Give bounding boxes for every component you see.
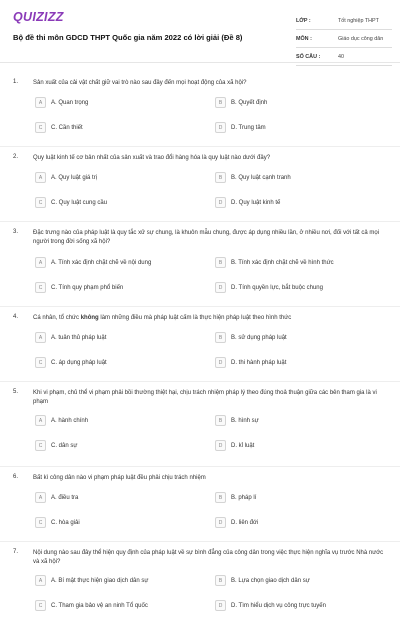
- option-letter: A: [35, 415, 46, 426]
- question-item: [0, 307, 400, 382]
- option-b[interactable]: [215, 172, 291, 183]
- option-text: D. Tìm hiểu dịch vụ công trực tuyến: [231, 602, 326, 609]
- question-text: Sản xuất của cải vật chất giữ vai trò nào sau đây đến mọi hoạt động của xã hội?: [33, 80, 247, 86]
- question-item: [0, 72, 400, 147]
- question-item: [0, 542, 400, 627]
- question-item: [0, 222, 400, 307]
- option-text: D. kỉ luật: [231, 442, 255, 449]
- quizizz-logo: [13, 10, 64, 24]
- option-letter: D: [215, 440, 226, 451]
- option-letter: C: [35, 122, 46, 133]
- option-text: A. Tính xác định chặt chẽ về nội dung: [51, 259, 152, 266]
- option-text: A. Quan trọng: [51, 99, 89, 106]
- question-text: Khi vi phạm, chủ thể vi phạm phải bồi thường thiệt hại, chịu trách nhiệm pháp lý theo đúng thoả thuận giữa các bên tham gia là vi phạm: [33, 390, 377, 405]
- option-c[interactable]: [35, 517, 80, 528]
- option-a[interactable]: [35, 257, 151, 268]
- question-text: [33, 314, 388, 323]
- option-text: B. Tính xác định chặt chẽ về hình thức: [231, 259, 334, 266]
- option-c[interactable]: [35, 197, 107, 208]
- meta-label: LỚP :: [296, 17, 311, 24]
- meta-row-count: [296, 48, 392, 66]
- option-d[interactable]: [215, 122, 266, 133]
- option-letter: C: [35, 440, 46, 451]
- option-text: A. tuân thủ pháp luật: [51, 334, 107, 341]
- meta-label: MÔN :: [296, 35, 312, 42]
- option-letter: C: [35, 282, 46, 293]
- header-divider: [0, 62, 400, 63]
- option-c[interactable]: [35, 282, 123, 293]
- option-text: B. Lựa chọn giao dịch dân sự: [231, 577, 310, 584]
- option-a[interactable]: [35, 492, 78, 503]
- option-letter: A: [35, 172, 46, 183]
- option-text: C. dân sự: [51, 442, 78, 449]
- option-letter: B: [215, 575, 226, 586]
- question-number: 2.: [13, 154, 19, 160]
- option-letter: C: [35, 600, 46, 611]
- question-text-part: làm những điều mà pháp luật cấm là thực hiện pháp luật theo hình thức: [98, 315, 292, 321]
- option-letter: B: [215, 332, 226, 343]
- meta-row-grade: [296, 12, 392, 30]
- option-text: D. thi hành pháp luật: [231, 359, 287, 366]
- option-b[interactable]: [215, 257, 334, 268]
- option-letter: C: [35, 357, 46, 368]
- question-number: 1.: [13, 79, 19, 85]
- option-letter: B: [215, 415, 226, 426]
- option-text: C. Quy luật cung cầu: [51, 199, 108, 206]
- option-c[interactable]: [35, 357, 107, 368]
- question-number: 7.: [13, 549, 19, 555]
- option-letter: A: [35, 257, 46, 268]
- option-text: A. Quy luật giá trị: [51, 174, 98, 181]
- option-letter: C: [35, 517, 46, 528]
- meta-value: Tốt nghiệp THPT: [338, 17, 379, 24]
- option-d[interactable]: [215, 517, 258, 528]
- option-text: C. áp dụng pháp luật: [51, 359, 107, 366]
- header: [0, 0, 400, 58]
- option-letter: D: [215, 517, 226, 528]
- option-text: A. Bí mật thực hiện giao dịch dân sự: [51, 577, 149, 584]
- option-letter: C: [35, 197, 46, 208]
- question-number: 4.: [13, 314, 19, 320]
- option-b[interactable]: [215, 332, 287, 343]
- option-text: C. Cần thiết: [51, 124, 83, 131]
- option-text: D. Quy luật kinh tế: [231, 199, 281, 206]
- question-text: Đặc trưng nào của pháp luật là quy tắc xử sự chung, là khuôn mẫu chung, được áp dụng nhiều lần, ở nhiều nơi, đối với tất cả mọi người trong đời sống xã hội?: [33, 230, 380, 245]
- option-d[interactable]: [215, 600, 326, 611]
- option-text: D. Trung tâm: [231, 124, 266, 131]
- meta-row-subject: [296, 30, 392, 48]
- option-d[interactable]: [215, 282, 323, 293]
- option-c[interactable]: [35, 122, 83, 133]
- logo-text: QUIZIZZ: [13, 10, 64, 24]
- question-text: Quy luật kinh tế cơ bản nhất của sản xuất và trao đổi hàng hóa là quy luật nào dưới đây?: [33, 155, 271, 161]
- option-a[interactable]: [35, 97, 88, 108]
- meta-label: SỐ CÂU :: [296, 53, 321, 60]
- option-text: D. Tính quyền lực, bắt buộc chung: [231, 284, 323, 291]
- option-d[interactable]: [215, 440, 254, 451]
- option-text: A. hành chính: [51, 417, 89, 424]
- question-text-part: Cá nhân, tổ chức: [33, 315, 81, 321]
- question-text: Nội dung nào sau đây thể hiện quy định của pháp luật về sự bình đẳng của công dân trong việc thực hiện nghĩa vụ trước Nhà nước và xã hội?: [33, 550, 384, 565]
- question-number: 5.: [13, 389, 19, 395]
- option-d[interactable]: [215, 357, 286, 368]
- option-b[interactable]: [215, 415, 259, 426]
- question-text-emphasis: không: [80, 315, 99, 321]
- option-letter: D: [215, 357, 226, 368]
- question-item: [0, 467, 400, 542]
- option-text: C. Tham gia bảo vệ an ninh Tổ quốc: [51, 602, 148, 609]
- option-text: B. hình sự: [231, 417, 259, 424]
- option-text: C. hòa giải: [51, 519, 80, 526]
- option-letter: D: [215, 600, 226, 611]
- option-c[interactable]: [35, 600, 148, 611]
- question-item: [0, 382, 400, 467]
- option-letter: B: [215, 257, 226, 268]
- question-text: Bất kì công dân nào vi phạm pháp luật đều phải chịu trách nhiệm: [33, 475, 206, 481]
- option-d[interactable]: [215, 197, 280, 208]
- option-letter: D: [215, 122, 226, 133]
- option-letter: B: [215, 172, 226, 183]
- option-text: A. điều tra: [51, 494, 79, 501]
- option-a[interactable]: [35, 415, 88, 426]
- option-c[interactable]: [35, 440, 77, 451]
- meta-table: [296, 12, 392, 66]
- option-text: B. sử dụng pháp luật: [231, 334, 287, 341]
- option-letter: B: [215, 492, 226, 503]
- document-title: Bộ đề thi môn GDCD THPT Quốc gia năm 2022 có lời giải (Đề 8): [13, 33, 243, 42]
- question-number: 6.: [13, 474, 19, 480]
- option-text: B. Quyết định: [231, 99, 268, 106]
- option-letter: B: [215, 97, 226, 108]
- option-letter: A: [35, 332, 46, 343]
- option-text: B. pháp lí: [231, 494, 257, 501]
- option-a[interactable]: [35, 172, 97, 183]
- option-b[interactable]: [215, 492, 256, 503]
- option-b[interactable]: [215, 575, 310, 586]
- meta-value: 40: [338, 53, 344, 60]
- option-text: B. Quy luật cạnh tranh: [231, 174, 291, 181]
- option-a[interactable]: [35, 575, 148, 586]
- meta-value: Giáo dục công dân: [338, 35, 384, 42]
- option-letter: A: [35, 575, 46, 586]
- option-letter: A: [35, 97, 46, 108]
- question-number: 3.: [13, 229, 19, 235]
- option-letter: D: [215, 282, 226, 293]
- question-list: [0, 72, 400, 627]
- option-a[interactable]: [35, 332, 106, 343]
- option-letter: A: [35, 492, 46, 503]
- option-letter: D: [215, 197, 226, 208]
- option-b[interactable]: [215, 97, 267, 108]
- option-text: C. Tính quy phạm phổ biến: [51, 284, 124, 291]
- question-item: [0, 147, 400, 222]
- option-text: D. liên đới: [231, 519, 259, 526]
